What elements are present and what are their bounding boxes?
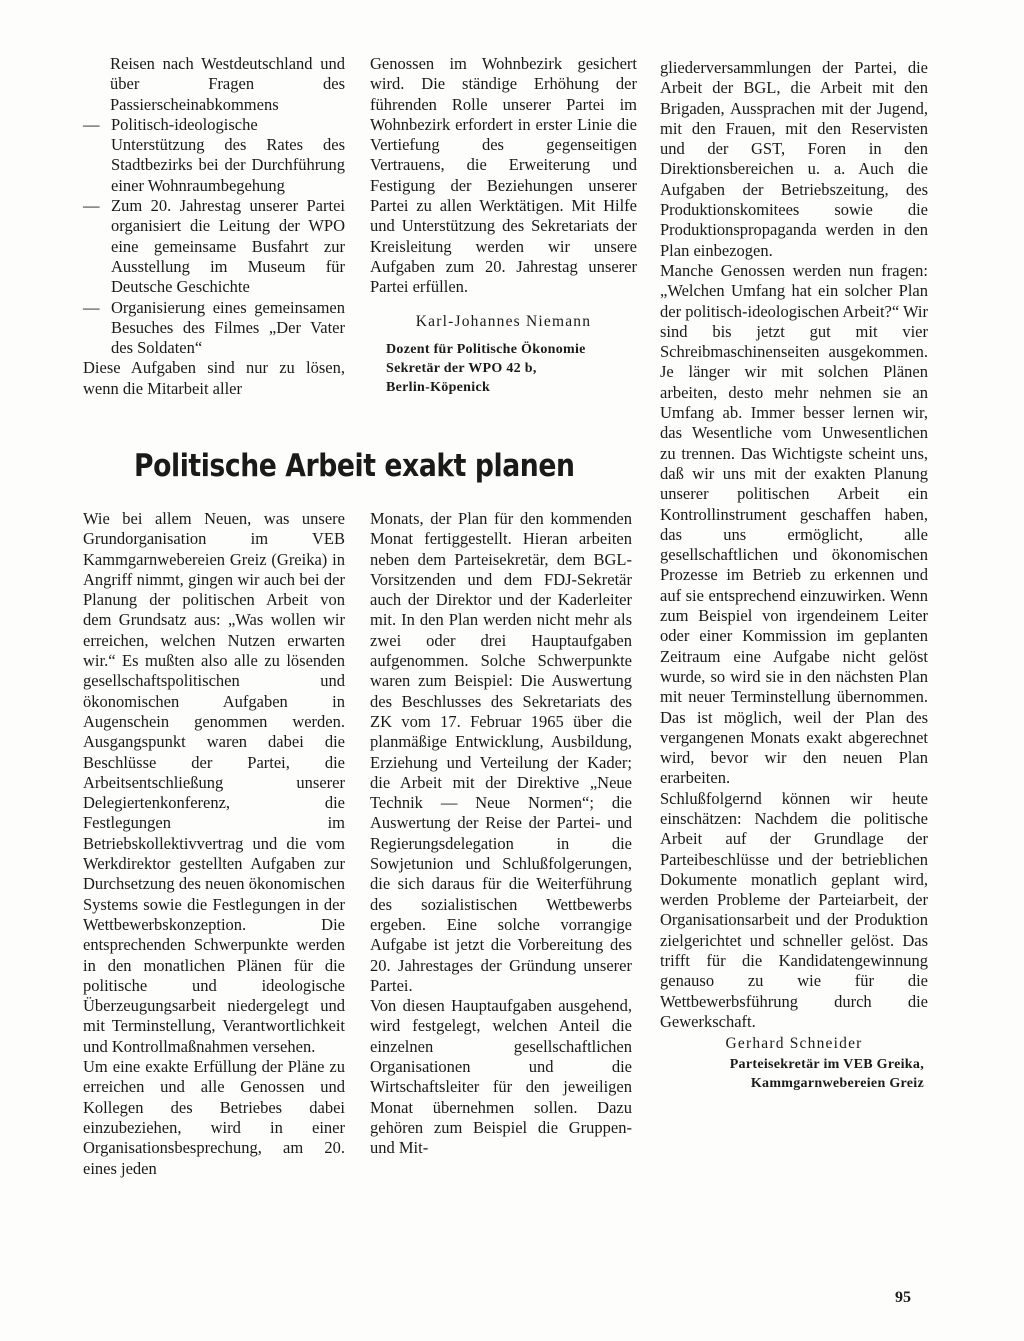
article-title: Politische Arbeit exakt planen: [134, 448, 575, 484]
list-item-text: Politisch-ideologische Unterstützung des Rates des Stadtbezirks bei der Durchführung einer Wohnraumbegehung: [111, 114, 345, 195]
dash-icon: —: [83, 114, 100, 134]
list-item: [83, 115, 345, 196]
author-name: Gerhard Schneider: [725, 1035, 863, 1053]
paragraph: Schlußfolgernd können wir heute einschätzen: Nachdem die politische Arbeit auf der Grundlage der Parteibeschlüsse und der betrieblichen Dokumente monatlich geplant wird, werden Probleme der Parteiarbeit, der Organisationsarbeit und der Produktion zielgerichtet und schneller gelöst. Das trifft für die Kandidatengewinnung genauso zu wie für die Wettbewerbsführung durch die Gewerkschaft.: [660, 788, 928, 1031]
note-line: Berlin-Köpenick: [386, 379, 491, 395]
article-column-2: [370, 509, 632, 1159]
author-note: [370, 340, 637, 397]
dash-icon: —: [83, 196, 100, 216]
paragraph: Monats, der Plan für den kommenden Monat fertiggestellt. Hieran arbeiten neben dem Parteisekretär, dem BGL-Vorsitzenden und dem FDJ-Sekretär auch der Direktor und der Kaderleiter mit. In den Plan werden nicht mehr als zwei oder drei Hauptaufgaben aufgenommen. Solche Schwerpunkte waren zum Beispiel: Die Auswertung des Beschlusses des Sekretariats des ZK vom 17. Februar 1965 über die planmäßige Entwicklung, Ausbildung, Erziehung und Verteilung der Kader; die Arbeit mit der Direktive „Neue Technik — Neue Normen“; die Auswertung der Reise der Partei- und Regierungsdelegation in die Sowjetunion und Schlußfolgerungen, die sich daraus für die Weiterführung des sozialistischen Wettbewerbs ergeben. Eine solche vorrangige Aufgabe ist jetzt die Vorbereitung des 20. Jahrestages der Gründung unserer Partei.: [370, 509, 632, 995]
closing-text: Diese Aufgaben sind nur zu lösen, wenn die Mitarbeit aller: [83, 358, 345, 398]
page-number: 95: [895, 1289, 911, 1306]
paragraph: Um eine exakte Erfüllung der Pläne zu erreichen und alle Genossen und Kollegen des Betriebes dabei einzubeziehen, wird in einer Organisationsbesprechung, am 20. eines jeden: [83, 1057, 345, 1178]
top-column-2: [370, 54, 637, 397]
list-item: [83, 196, 345, 297]
note-line: Dozent für Politische Ökonomie: [386, 341, 586, 357]
dash-icon: —: [83, 297, 100, 317]
author-note: [660, 1055, 928, 1093]
list-item: [83, 298, 345, 359]
list-item-text: Organisierung eines gemeinsamen Besuches des Filmes „Der Vater des Soldaten“: [111, 297, 345, 358]
article-column-1: [83, 509, 345, 1179]
top-column-1: [83, 54, 345, 399]
right-column: [660, 58, 928, 1093]
list-item-text: Zum 20. Jahrestag unserer Partei organisiert die Leitung der WPO eine gemeinsame Busfahrt zur Ausstellung im Museum für Deutsche Geschichte: [111, 196, 345, 297]
paragraph: Von diesen Hauptaufgaben ausgehend, wird festgelegt, welchen Anteil die einzelnen gesellschaftlichen Organisationen und die Wirtschaftsleiter für den jeweiligen Monat übernehmen sollen. Dazu gehören zum Beispiel die Gruppen- und Mit-: [370, 996, 632, 1158]
intro-text: Reisen nach Westdeutschland und über Fragen des Passierscheinabkommens: [110, 54, 345, 114]
paragraph: Manche Genossen werden nun fragen: „Welchen Umfang hat ein solcher Plan der politisch-ideologischen Arbeit?“ Wir sind bis jetzt gut mit vier Schreibmaschinenseiten ausgekommen. Je länger wir mit solchen Plänen arbeiten, desto mehr nehmen sie an Umfang ab. Immer besser lernen wir, das Wesentliche vom Unwesentlichen zu trennen. Das Wichtigste scheint uns, daß wir uns mit der exakten Planung unserer politischen Arbeit ein Kontrollinstrument geschaffen haben, das uns ermöglicht, alle gesellschaftlichen und ökonomischen Prozesse im Betrieb zu erkennen und auf sie entsprechend einzuwirken. Wenn zum Beispiel von irgendeinem Leiter oder einer Kommission im geplanten Zeitraum eine Aufgabe nicht gelöst wurde, so wird sie in den nächsten Plan mit neuer Terminstellung übernommen. Das ist möglich, weil der Plan des vergangenen Monats exakt abgerechnet wird, bevor wir den neuen Plan erarbeiten.: [660, 260, 928, 788]
note-line: Kammgarnwebereien Greiz: [750, 1075, 924, 1091]
paragraph: Genossen im Wohnbezirk gesichert wird. Die ständige Erhöhung der führenden Rolle unserer Partei im Wohnbezirk erfordert in erster Linie die Vertiefung des gegenseitigen Vertrauens, die Erweiterung und Festigung der Beziehungen unserer Partei zu allen Werktätigen. Mit Hilfe und Unterstützung des Sekretariats der Kreisleitung werden wir unsere Aufgaben zum 20. Jahrestag unserer Partei erfüllen.: [370, 54, 637, 297]
paragraph: gliederversammlungen der Partei, die Arbeit der BGL, die Arbeit mit den Brigaden, Aussprachen mit der Jugend, mit den Frauen, mit den Reservisten und der GST, Foren in den Direktionsbereichen u. a. Auch die Aufgaben der Betriebszeitung, des Produktionskomitees sowie die Produktionspropaganda werden in den Plan einbezogen.: [660, 58, 928, 260]
author-name: Karl-Johannes Niemann: [415, 312, 592, 330]
note-line: Sekretär der WPO 42 b,: [386, 360, 537, 376]
paragraph: Wie bei allem Neuen, was unsere Grundorganisation im VEB Kammgarnwebereien Greiz (Greika) in Angriff nimmt, gingen wir auch bei der Planung der politischen Arbeit von dem Grundsatz aus: „Was wollen wir erreichen, welchen Nutzen erwarten wir.“ Es mußten also alle zu lösenden gesellschaftspolitischen und ökonomischen Aufgaben in Augenschein genommen werden. Ausgangspunkt waren dabei die Beschlüsse der Partei, die Arbeitsentschließung unserer Delegiertenkonferenz, die Festlegungen im Betriebskollektivvertrag und die vom Werkdirektor gestellten Aufgaben zur Durchsetzung des neuen ökonomischen Systems sowie die Festlegungen in der Wettbewerbskonzeption. Die entsprechenden Schwerpunkte werden in den monatlichen Plänen für die politische und ideologische Überzeugungsarbeit niedergelegt und mit Terminstellung, Verantwortlichkeit und Kontrollmaßnahmen versehen.: [83, 509, 345, 1056]
note-line: Parteisekretär im VEB Greika,: [729, 1056, 924, 1072]
